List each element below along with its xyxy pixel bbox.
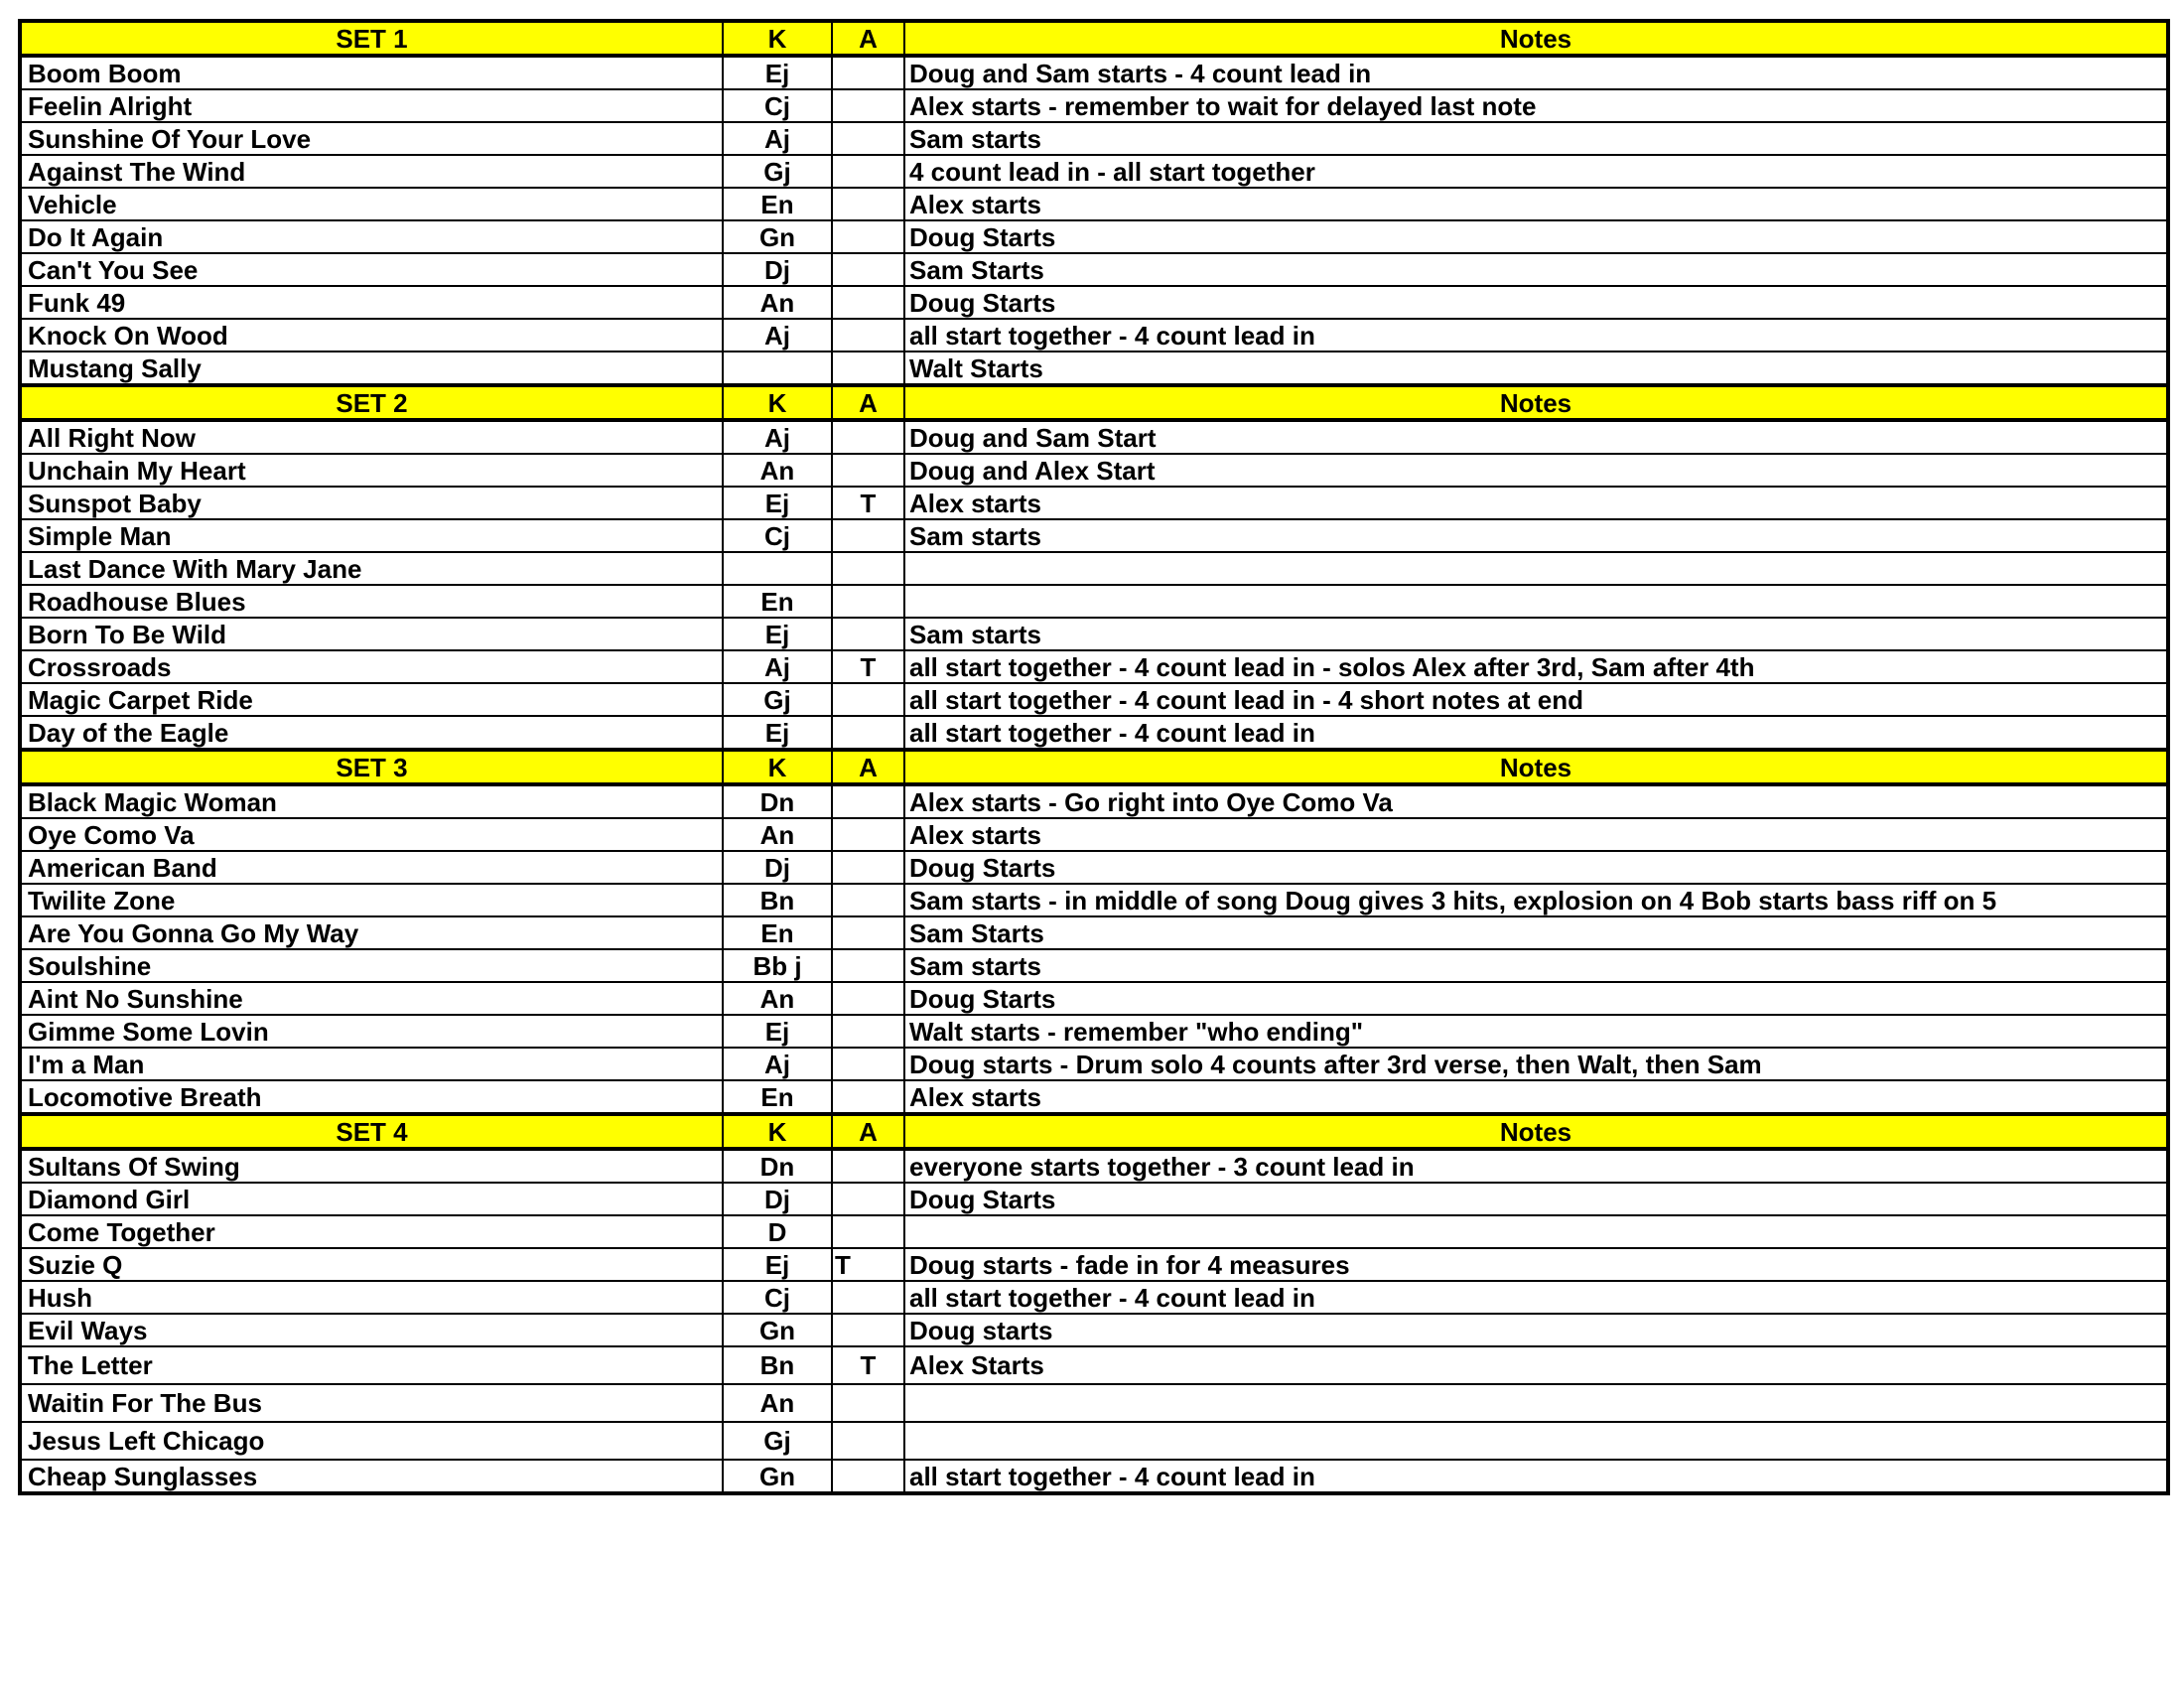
song-a-flag bbox=[832, 851, 904, 884]
song-notes: Sam Starts bbox=[904, 916, 2168, 949]
song-notes: Sam Starts bbox=[904, 253, 2168, 286]
song-row bbox=[20, 286, 2168, 319]
song-notes: all start together - 4 count lead in bbox=[904, 319, 2168, 352]
song-title: Jesus Left Chicago bbox=[20, 1422, 723, 1460]
song-row bbox=[20, 454, 2168, 487]
song-a-flag bbox=[832, 884, 904, 916]
song-a-flag: T bbox=[832, 1248, 904, 1281]
song-key: Ej bbox=[723, 618, 832, 650]
song-title: Evil Ways bbox=[20, 1314, 723, 1346]
song-notes: Doug Starts bbox=[904, 286, 2168, 319]
song-notes: Walt Starts bbox=[904, 352, 2168, 385]
song-notes: Doug and Sam starts - 4 count lead in bbox=[904, 56, 2168, 89]
song-notes: Alex starts bbox=[904, 487, 2168, 519]
song-title: Mustang Sally bbox=[20, 352, 723, 385]
song-notes: Alex starts - remember to wait for delayed last note bbox=[904, 89, 2168, 122]
song-notes: Doug Starts bbox=[904, 1183, 2168, 1215]
song-row bbox=[20, 352, 2168, 385]
song-key: Ej bbox=[723, 1248, 832, 1281]
song-a-flag bbox=[832, 916, 904, 949]
song-key: Ej bbox=[723, 487, 832, 519]
song-row bbox=[20, 1215, 2168, 1248]
song-key: Ej bbox=[723, 716, 832, 750]
song-notes: Sam starts - in middle of song Doug gives 3 hits, explosion on 4 Bob starts bass riff on 5 bbox=[904, 884, 2168, 916]
song-notes: Doug Starts bbox=[904, 982, 2168, 1015]
song-notes: everyone starts together - 3 count lead in bbox=[904, 1149, 2168, 1183]
song-notes bbox=[904, 585, 2168, 618]
song-notes: Alex starts bbox=[904, 188, 2168, 220]
song-notes: Sam starts bbox=[904, 519, 2168, 552]
song-row bbox=[20, 56, 2168, 89]
song-key: Ej bbox=[723, 1015, 832, 1048]
song-a-flag bbox=[832, 1384, 904, 1422]
song-title: Waitin For The Bus bbox=[20, 1384, 723, 1422]
song-a-flag bbox=[832, 784, 904, 818]
song-title: Magic Carpet Ride bbox=[20, 683, 723, 716]
set-title: SET 4 bbox=[20, 1114, 723, 1149]
a-column-header: A bbox=[832, 1114, 904, 1149]
song-row bbox=[20, 618, 2168, 650]
song-key: Dj bbox=[723, 851, 832, 884]
song-notes bbox=[904, 1384, 2168, 1422]
song-row bbox=[20, 420, 2168, 454]
song-a-flag bbox=[832, 220, 904, 253]
song-row bbox=[20, 1149, 2168, 1183]
song-title: Are You Gonna Go My Way bbox=[20, 916, 723, 949]
song-row bbox=[20, 716, 2168, 750]
song-row bbox=[20, 155, 2168, 188]
song-notes: all start together - 4 count lead in bbox=[904, 1281, 2168, 1314]
song-a-flag bbox=[832, 552, 904, 585]
song-row bbox=[20, 1384, 2168, 1422]
a-column-header: A bbox=[832, 385, 904, 420]
song-title: Born To Be Wild bbox=[20, 618, 723, 650]
song-a-flag bbox=[832, 618, 904, 650]
key-column-header: K bbox=[723, 21, 832, 56]
song-a-flag bbox=[832, 253, 904, 286]
song-row bbox=[20, 1314, 2168, 1346]
song-notes: Doug Starts bbox=[904, 851, 2168, 884]
song-key: An bbox=[723, 454, 832, 487]
song-title: Come Together bbox=[20, 1215, 723, 1248]
song-a-flag bbox=[832, 982, 904, 1015]
song-row bbox=[20, 949, 2168, 982]
song-key: Aj bbox=[723, 650, 832, 683]
song-a-flag bbox=[832, 454, 904, 487]
song-key: Gn bbox=[723, 220, 832, 253]
song-key: En bbox=[723, 1080, 832, 1114]
song-title: Locomotive Breath bbox=[20, 1080, 723, 1114]
song-a-flag bbox=[832, 188, 904, 220]
song-row bbox=[20, 1183, 2168, 1215]
song-row bbox=[20, 851, 2168, 884]
song-a-flag bbox=[832, 1314, 904, 1346]
song-title: Sunspot Baby bbox=[20, 487, 723, 519]
song-title: Funk 49 bbox=[20, 286, 723, 319]
song-row bbox=[20, 1080, 2168, 1114]
song-title: I'm a Man bbox=[20, 1048, 723, 1080]
song-notes: Sam starts bbox=[904, 122, 2168, 155]
song-a-flag bbox=[832, 949, 904, 982]
song-row bbox=[20, 884, 2168, 916]
song-key: An bbox=[723, 1384, 832, 1422]
song-key: En bbox=[723, 585, 832, 618]
song-notes: Doug Starts bbox=[904, 220, 2168, 253]
song-title: Against The Wind bbox=[20, 155, 723, 188]
song-a-flag bbox=[832, 1281, 904, 1314]
song-title: Feelin Alright bbox=[20, 89, 723, 122]
song-title: Diamond Girl bbox=[20, 1183, 723, 1215]
song-title: Sunshine Of Your Love bbox=[20, 122, 723, 155]
song-key: Dn bbox=[723, 784, 832, 818]
song-key: Gn bbox=[723, 1314, 832, 1346]
song-key: Gj bbox=[723, 683, 832, 716]
song-row bbox=[20, 1346, 2168, 1384]
song-a-flag bbox=[832, 89, 904, 122]
song-key: Aj bbox=[723, 122, 832, 155]
song-notes: Alex starts - Go right into Oye Como Va bbox=[904, 784, 2168, 818]
song-key: Aj bbox=[723, 420, 832, 454]
song-title: Cheap Sunglasses bbox=[20, 1460, 723, 1493]
notes-column-header: Notes bbox=[904, 385, 2168, 420]
song-title: Hush bbox=[20, 1281, 723, 1314]
song-key: Bn bbox=[723, 884, 832, 916]
song-row bbox=[20, 319, 2168, 352]
song-a-flag: T bbox=[832, 487, 904, 519]
song-title: Suzie Q bbox=[20, 1248, 723, 1281]
song-a-flag bbox=[832, 1015, 904, 1048]
song-a-flag bbox=[832, 716, 904, 750]
song-notes bbox=[904, 552, 2168, 585]
setlist-table bbox=[18, 19, 2170, 1495]
song-row bbox=[20, 1460, 2168, 1493]
song-a-flag bbox=[832, 683, 904, 716]
song-a-flag bbox=[832, 420, 904, 454]
song-row bbox=[20, 89, 2168, 122]
song-row bbox=[20, 784, 2168, 818]
song-key: Aj bbox=[723, 319, 832, 352]
song-key: Dj bbox=[723, 253, 832, 286]
setlist-body bbox=[20, 21, 2168, 1493]
song-a-flag bbox=[832, 352, 904, 385]
song-title: Crossroads bbox=[20, 650, 723, 683]
song-row bbox=[20, 188, 2168, 220]
song-title: Simple Man bbox=[20, 519, 723, 552]
song-a-flag bbox=[832, 1422, 904, 1460]
set-header-row bbox=[20, 1114, 2168, 1149]
song-notes: all start together - 4 count lead in bbox=[904, 1460, 2168, 1493]
song-a-flag bbox=[832, 1080, 904, 1114]
song-row bbox=[20, 122, 2168, 155]
song-notes: Doug and Alex Start bbox=[904, 454, 2168, 487]
song-a-flag bbox=[832, 122, 904, 155]
song-title: Vehicle bbox=[20, 188, 723, 220]
song-title: Aint No Sunshine bbox=[20, 982, 723, 1015]
set-header-row bbox=[20, 750, 2168, 784]
song-notes: Alex starts bbox=[904, 1080, 2168, 1114]
song-key: Ej bbox=[723, 56, 832, 89]
song-notes: Sam starts bbox=[904, 618, 2168, 650]
set-header-row bbox=[20, 21, 2168, 56]
song-a-flag bbox=[832, 155, 904, 188]
song-a-flag bbox=[832, 1460, 904, 1493]
song-a-flag: T bbox=[832, 1346, 904, 1384]
song-key: An bbox=[723, 286, 832, 319]
song-key: Cj bbox=[723, 1281, 832, 1314]
song-row bbox=[20, 487, 2168, 519]
song-key: Gj bbox=[723, 155, 832, 188]
song-title: Soulshine bbox=[20, 949, 723, 982]
song-key bbox=[723, 552, 832, 585]
song-notes: Doug starts - Drum solo 4 counts after 3rd verse, then Walt, then Sam bbox=[904, 1048, 2168, 1080]
song-key: An bbox=[723, 818, 832, 851]
song-row bbox=[20, 1015, 2168, 1048]
song-a-flag bbox=[832, 818, 904, 851]
key-column-header: K bbox=[723, 750, 832, 784]
song-key: Gj bbox=[723, 1422, 832, 1460]
notes-column-header: Notes bbox=[904, 1114, 2168, 1149]
song-notes: all start together - 4 count lead in - 4 short notes at end bbox=[904, 683, 2168, 716]
song-a-flag bbox=[832, 56, 904, 89]
song-title: American Band bbox=[20, 851, 723, 884]
song-key: En bbox=[723, 188, 832, 220]
song-row bbox=[20, 916, 2168, 949]
set-title: SET 2 bbox=[20, 385, 723, 420]
song-notes: Walt starts - remember "who ending" bbox=[904, 1015, 2168, 1048]
song-a-flag bbox=[832, 319, 904, 352]
song-row bbox=[20, 650, 2168, 683]
key-column-header: K bbox=[723, 1114, 832, 1149]
song-a-flag bbox=[832, 519, 904, 552]
song-row bbox=[20, 253, 2168, 286]
song-title: Day of the Eagle bbox=[20, 716, 723, 750]
song-a-flag: T bbox=[832, 650, 904, 683]
song-key: Bn bbox=[723, 1346, 832, 1384]
song-notes: Doug starts bbox=[904, 1314, 2168, 1346]
song-notes: Doug starts - fade in for 4 measures bbox=[904, 1248, 2168, 1281]
song-title: Twilite Zone bbox=[20, 884, 723, 916]
song-title: Oye Como Va bbox=[20, 818, 723, 851]
song-title: Black Magic Woman bbox=[20, 784, 723, 818]
key-column-header: K bbox=[723, 385, 832, 420]
song-a-flag bbox=[832, 1149, 904, 1183]
song-row bbox=[20, 982, 2168, 1015]
song-notes bbox=[904, 1215, 2168, 1248]
set-header-row bbox=[20, 385, 2168, 420]
song-row bbox=[20, 519, 2168, 552]
song-title: Last Dance With Mary Jane bbox=[20, 552, 723, 585]
song-key: Bb j bbox=[723, 949, 832, 982]
song-notes: all start together - 4 count lead in - solos Alex after 3rd, Sam after 4th bbox=[904, 650, 2168, 683]
song-row bbox=[20, 818, 2168, 851]
set-title: SET 3 bbox=[20, 750, 723, 784]
song-key: Cj bbox=[723, 89, 832, 122]
song-title: Gimme Some Lovin bbox=[20, 1015, 723, 1048]
song-notes: Doug and Sam Start bbox=[904, 420, 2168, 454]
song-notes: 4 count lead in - all start together bbox=[904, 155, 2168, 188]
song-a-flag bbox=[832, 585, 904, 618]
song-key: Dj bbox=[723, 1183, 832, 1215]
song-notes: Alex starts bbox=[904, 818, 2168, 851]
song-row bbox=[20, 1248, 2168, 1281]
song-row bbox=[20, 552, 2168, 585]
song-title: Sultans Of Swing bbox=[20, 1149, 723, 1183]
song-a-flag bbox=[832, 286, 904, 319]
song-title: The Letter bbox=[20, 1346, 723, 1384]
song-notes: Sam starts bbox=[904, 949, 2168, 982]
song-title: Unchain My Heart bbox=[20, 454, 723, 487]
song-notes bbox=[904, 1422, 2168, 1460]
song-key: An bbox=[723, 982, 832, 1015]
song-key: Dn bbox=[723, 1149, 832, 1183]
song-notes: all start together - 4 count lead in bbox=[904, 716, 2168, 750]
song-row bbox=[20, 1422, 2168, 1460]
song-a-flag bbox=[832, 1215, 904, 1248]
song-title: All Right Now bbox=[20, 420, 723, 454]
song-key: D bbox=[723, 1215, 832, 1248]
song-key bbox=[723, 352, 832, 385]
song-key: Cj bbox=[723, 519, 832, 552]
song-title: Do It Again bbox=[20, 220, 723, 253]
song-title: Knock On Wood bbox=[20, 319, 723, 352]
song-notes: Alex Starts bbox=[904, 1346, 2168, 1384]
set-title: SET 1 bbox=[20, 21, 723, 56]
song-row bbox=[20, 1048, 2168, 1080]
song-title: Roadhouse Blues bbox=[20, 585, 723, 618]
a-column-header: A bbox=[832, 21, 904, 56]
notes-column-header: Notes bbox=[904, 750, 2168, 784]
song-row bbox=[20, 683, 2168, 716]
song-title: Can't You See bbox=[20, 253, 723, 286]
song-row bbox=[20, 585, 2168, 618]
song-key: Gn bbox=[723, 1460, 832, 1493]
song-title: Boom Boom bbox=[20, 56, 723, 89]
notes-column-header: Notes bbox=[904, 21, 2168, 56]
song-key: En bbox=[723, 916, 832, 949]
song-row bbox=[20, 1281, 2168, 1314]
song-row bbox=[20, 220, 2168, 253]
a-column-header: A bbox=[832, 750, 904, 784]
song-a-flag bbox=[832, 1183, 904, 1215]
song-a-flag bbox=[832, 1048, 904, 1080]
song-key: Aj bbox=[723, 1048, 832, 1080]
